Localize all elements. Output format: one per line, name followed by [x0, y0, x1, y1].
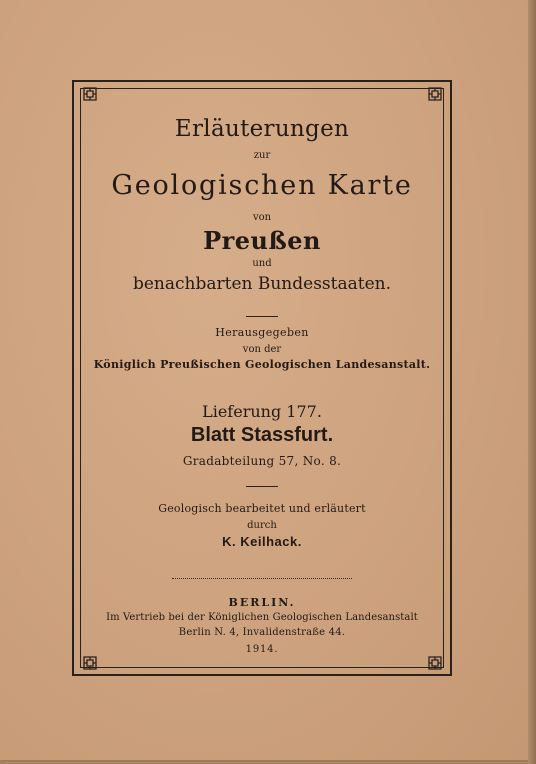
corner-ornament-icon	[428, 87, 442, 101]
gradabteilung: Gradabteilung 57, No. 8.	[182, 454, 342, 468]
author-durch: durch	[247, 520, 277, 531]
distribution: Im Vertrieb bei der Königlichen Geologischen Landesanstalt	[106, 612, 418, 623]
divider	[246, 486, 278, 487]
title-von: von	[252, 212, 272, 223]
title-und: und	[252, 258, 272, 269]
corner-ornament-icon	[428, 656, 442, 670]
publisher-name: Königlich Preußischen Geologischen Landesanstalt.	[93, 358, 431, 371]
corner-ornament-icon	[83, 656, 97, 670]
publisher-von-der: von der	[242, 344, 282, 355]
publisher-intro: Herausgegeben	[215, 326, 309, 339]
divider	[246, 316, 278, 317]
city: BERLIN.	[228, 596, 296, 609]
lieferung: Lieferung 177.	[202, 402, 322, 421]
corner-ornament-icon	[83, 87, 97, 101]
title-bundesstaaten: benachbarten Bundesstaaten.	[132, 274, 391, 294]
dotted-divider	[172, 578, 352, 579]
address: Berlin N. 4, Invalidenstraße 44.	[178, 627, 346, 638]
blatt-title: Blatt Stassfurt.	[190, 424, 334, 446]
title-geologischen-karte: Geologischen Karte	[111, 170, 413, 201]
page-edge	[528, 0, 536, 764]
author-intro: Geologisch bearbeitet und erläutert	[158, 502, 366, 515]
author-name: K. Keilhack.	[222, 534, 302, 549]
title-preussen: Preußen	[203, 226, 321, 255]
title-erlaeuterungen: Erläuterungen	[174, 116, 350, 142]
title-zur: zur	[253, 150, 271, 161]
year: 1914.	[245, 644, 279, 655]
